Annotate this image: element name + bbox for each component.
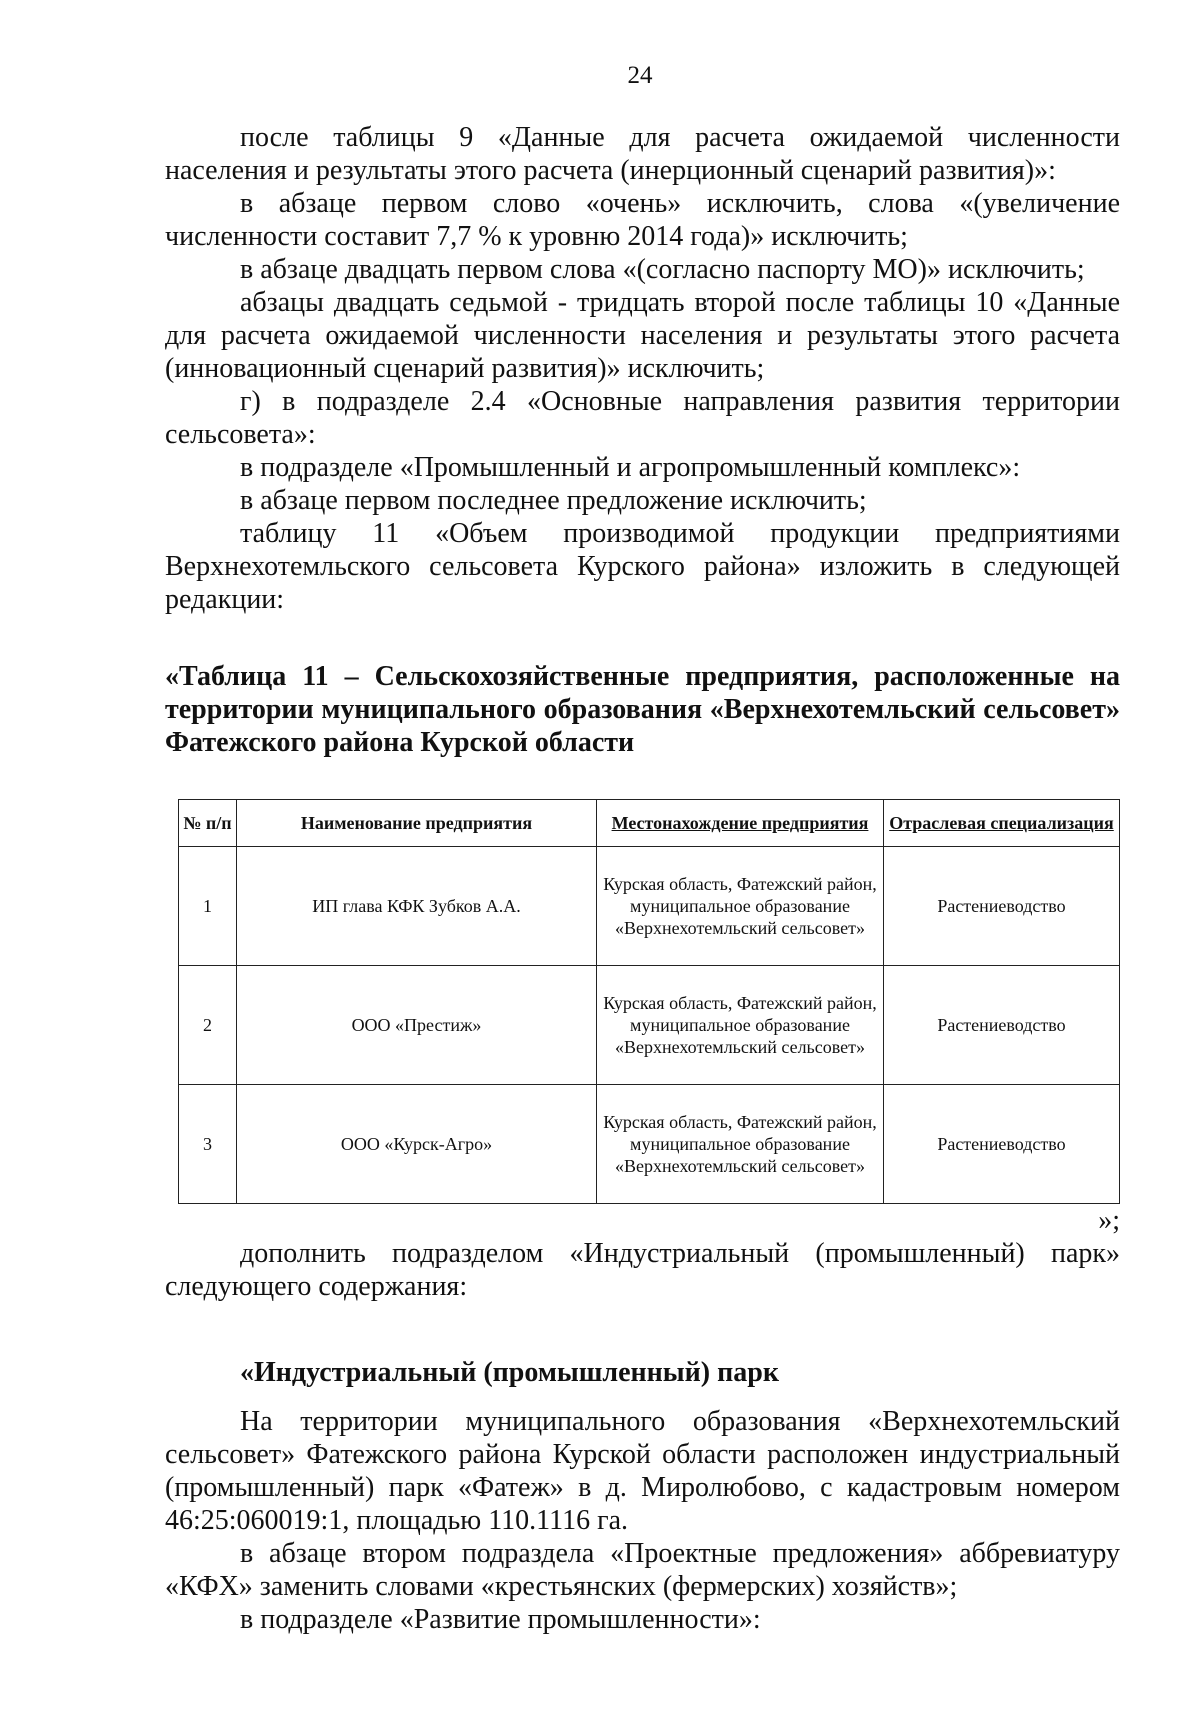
paragraph: г) в подразделе 2.4 «Основные направления развития территории сельсовета»:: [165, 386, 1120, 450]
section-heading: «Индустриальный (промышленный) парк: [240, 1357, 779, 1388]
enterprises-table: [178, 799, 1120, 1204]
cell-location: Курская область, Фатежский район, муниципальное образование «Верхнехотемльский сельсовет»: [597, 847, 884, 966]
document-body: [165, 121, 1120, 1636]
cell-specialization: Растениеводство: [884, 847, 1120, 966]
table-closing-quote: »;: [1098, 1205, 1120, 1236]
cell-name: ООО «Курск-Агро»: [237, 1085, 597, 1204]
cell-location: Курская область, Фатежский район, муниципальное образование «Верхнехотемльский сельсовет»: [597, 966, 884, 1085]
header-location: Местонахождение предприятия: [597, 800, 884, 847]
table-header-row: [179, 800, 1120, 847]
cell-name: ООО «Престиж»: [237, 966, 597, 1085]
paragraph: после таблицы 9 «Данные для расчета ожидаемой численности населения и результаты этого расчета (инерционный сценарий развития)»:: [165, 122, 1120, 186]
cell-location: Курская область, Фатежский район, муниципальное образование «Верхнехотемльский сельсовет»: [597, 1085, 884, 1204]
cell-name: ИП глава КФК Зубков А.А.: [237, 847, 597, 966]
cell-num: 1: [179, 847, 237, 966]
page-number: 24: [627, 62, 653, 89]
table-row: [179, 847, 1120, 966]
paragraph: в подразделе «Развитие промышленности»:: [240, 1604, 761, 1635]
paragraph: в абзаце первом слово «очень» исключить, слова «(увеличение численности составит 7,7 % к уровню 2014 года)» исключить;: [165, 188, 1120, 252]
header-num: № п/п: [179, 800, 237, 847]
paragraph: в подразделе «Промышленный и агропромышленный комплекс»:: [240, 452, 1021, 483]
table-row: [179, 1085, 1120, 1204]
header-name: Наименование предприятия: [237, 800, 597, 847]
paragraph: дополнить подразделом «Индустриальный (промышленный) парк» следующего содержания:: [165, 1238, 1120, 1302]
cell-specialization: Растениеводство: [884, 1085, 1120, 1204]
paragraph: На территории муниципального образования «Верхнехотемльский сельсовет» Фатежского района Курской области расположен индустриальный (промышленный) парк «Фатеж» в д. Миролюбово, с кадастровым номером 46:25:060019:1, площадью 110.1116 га.: [165, 1406, 1120, 1536]
cell-num: 3: [179, 1085, 237, 1204]
paragraph: в абзаце втором подраздела «Проектные предложения» аббревиатуру «КФХ» заменить словами «крестьянских (фермерских) хозяйств»;: [165, 1538, 1120, 1602]
paragraph: таблицу 11 «Объем производимой продукции предприятиями Верхнехотемльского сельсовета Курского района» изложить в следующей редакции:: [165, 518, 1120, 615]
table-title: «Таблица 11 – Сельскохозяйственные предприятия, расположенные на территории муниципального образования «Верхнехотемльский сельсовет» Фатежского района Курской области: [165, 661, 1120, 758]
paragraph: в абзаце первом последнее предложение исключить;: [240, 485, 867, 516]
cell-specialization: Растениеводство: [884, 966, 1120, 1085]
header-specialization: Отраслевая специализация: [884, 800, 1120, 847]
table-row: [179, 966, 1120, 1085]
paragraph: в абзаце двадцать первом слова «(согласно паспорту МО)» исключить;: [240, 254, 1085, 285]
paragraph: абзацы двадцать седьмой - тридцать второй после таблицы 10 «Данные для расчета ожидаемой численности населения и результаты этого расчета (инновационный сценарий развития)» исключить;: [165, 287, 1120, 384]
cell-num: 2: [179, 966, 237, 1085]
